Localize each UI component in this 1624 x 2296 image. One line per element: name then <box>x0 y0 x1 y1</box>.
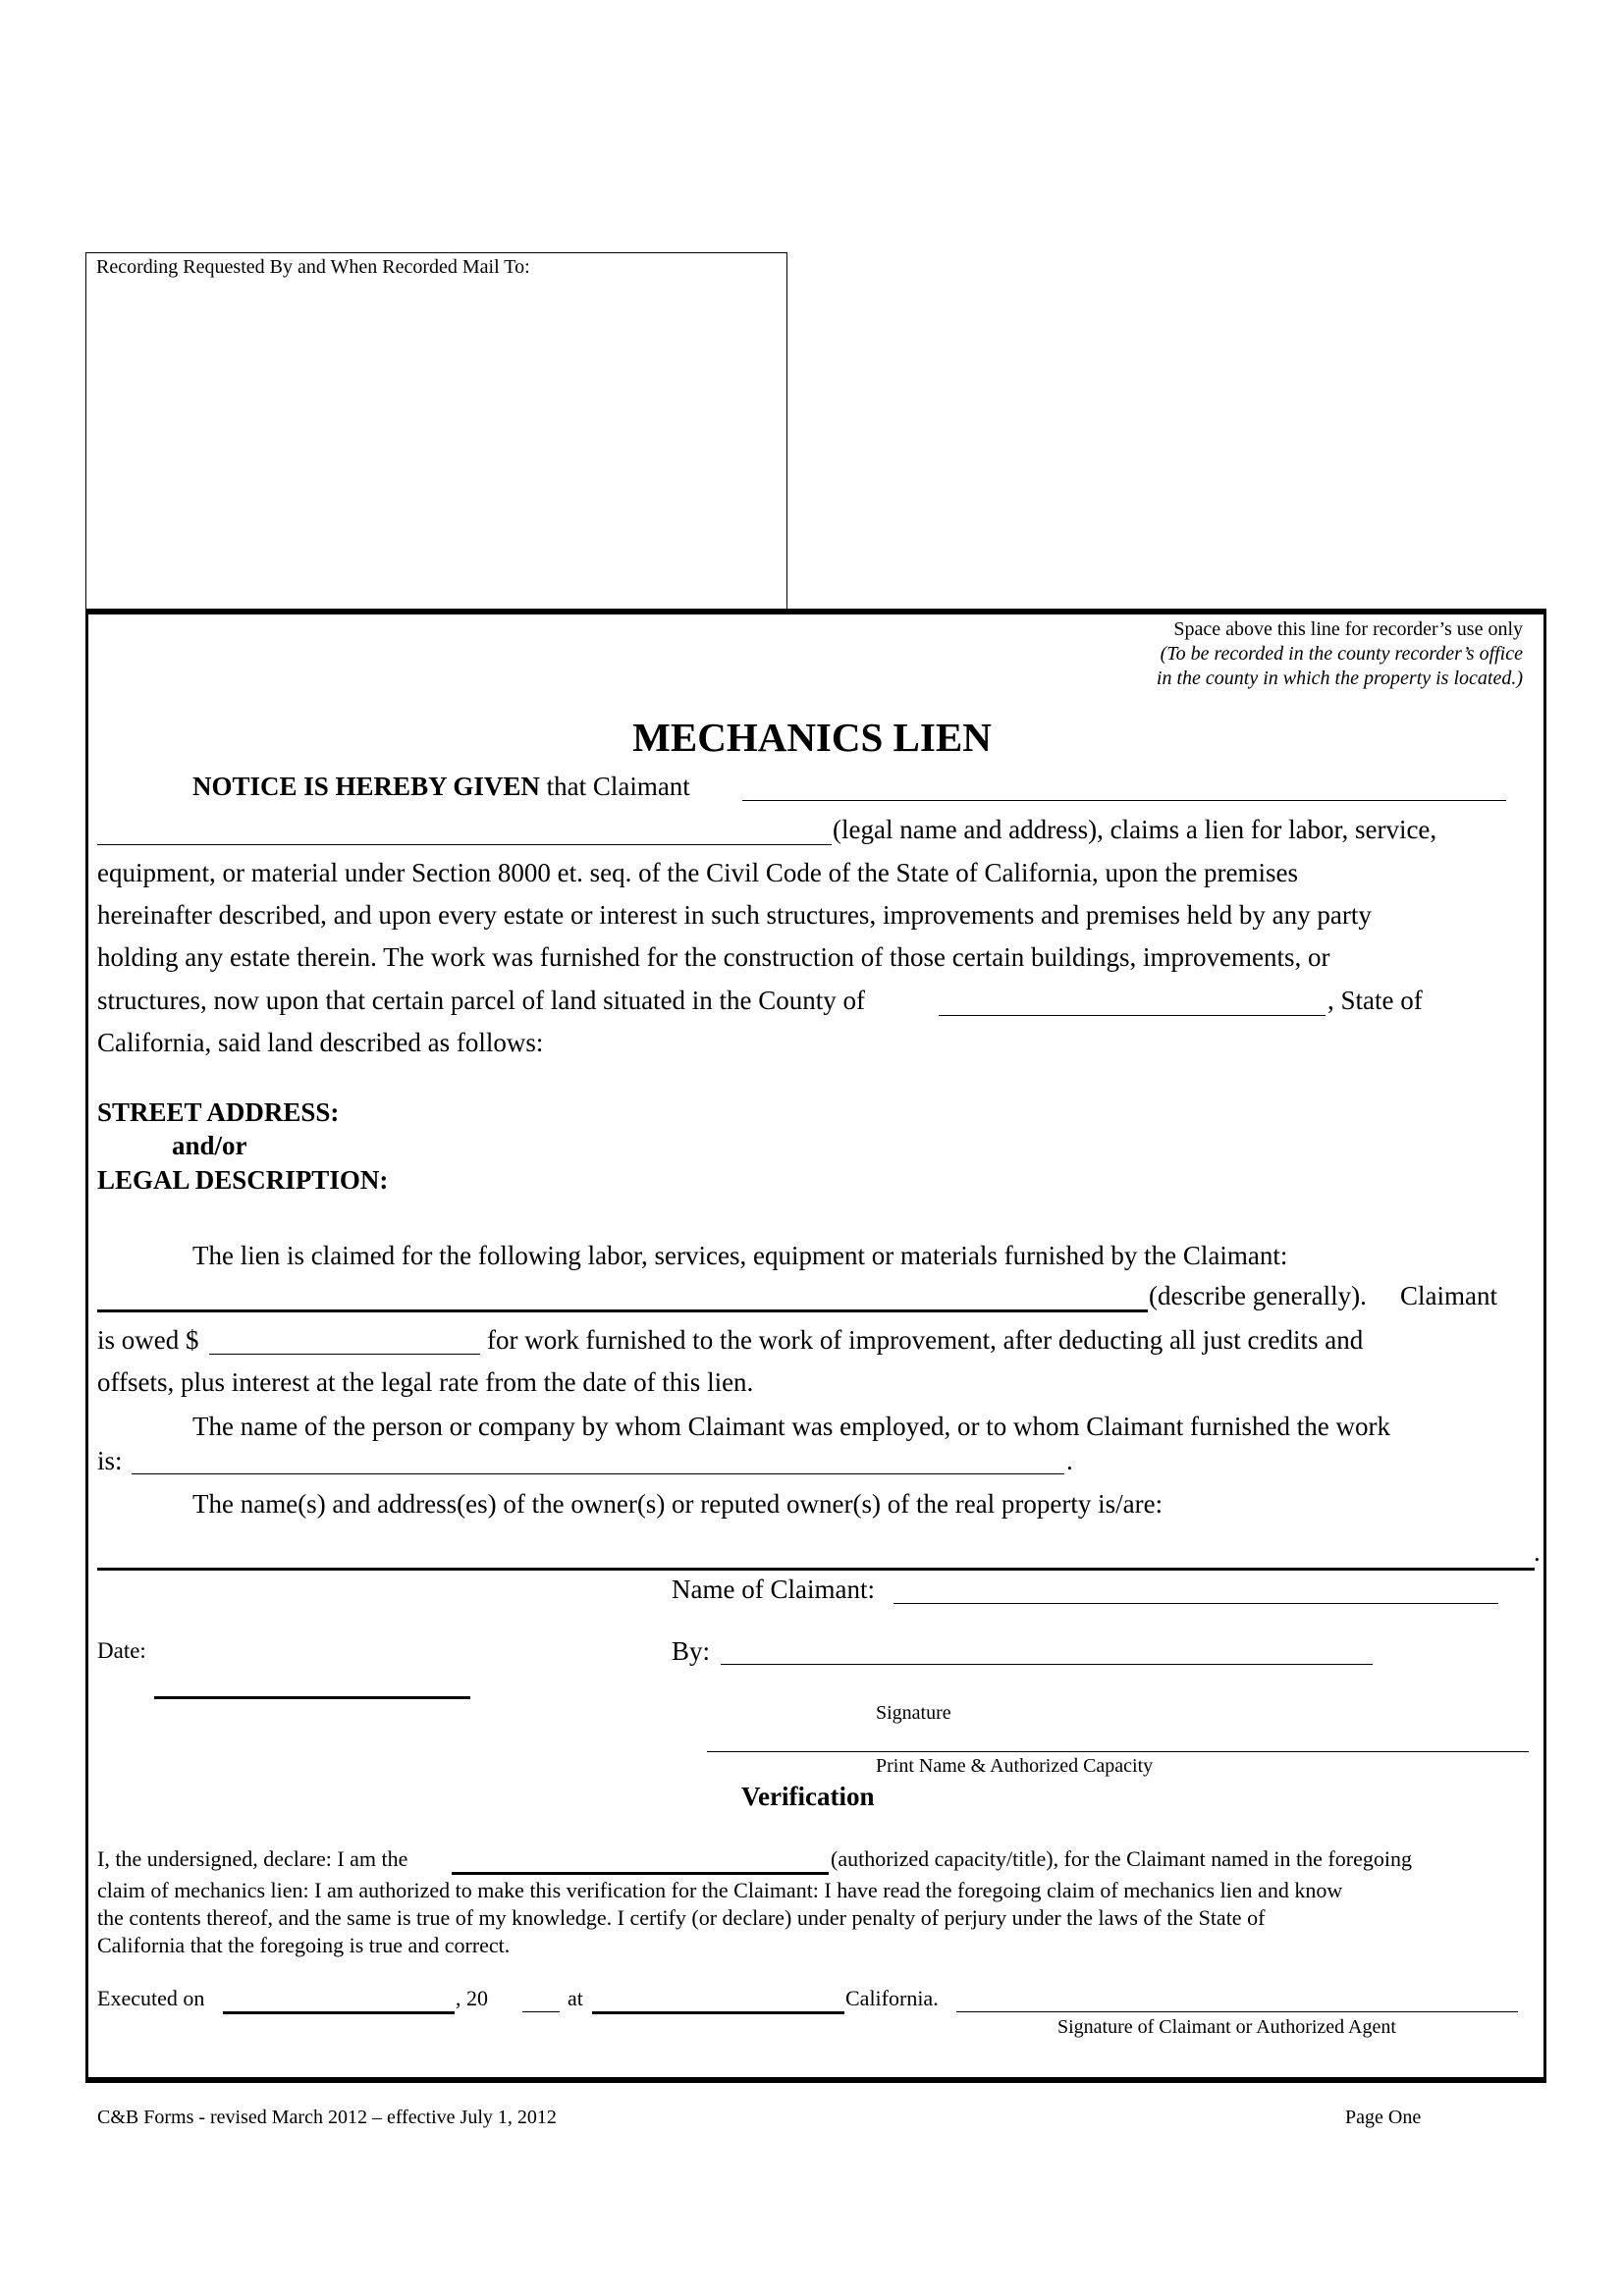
at-label: at <box>568 1986 583 2010</box>
executed-date-line[interactable] <box>223 2011 455 2014</box>
claimant-signature-line[interactable] <box>956 2011 1518 2012</box>
amount-owed-line[interactable] <box>209 1354 480 1355</box>
describe-text: (describe generally). <box>1149 1281 1367 1310</box>
and-or-label: and/or <box>172 1131 247 1160</box>
recorder-note-line1: Space above this line for recorder’s use only <box>1173 618 1523 640</box>
recorder-note-line3: in the county in which the property is located.) <box>1156 667 1523 689</box>
comma-20-label: , 20 <box>456 1986 488 2010</box>
notice-line2: (legal name and address), claims a lien for labor, service, <box>833 815 1437 844</box>
recorder-note-line2: (To be recorded in the county recorder’s office <box>1160 643 1523 665</box>
legal-description-label: LEGAL DESCRIPTION: <box>97 1165 389 1195</box>
claim-line1: The lien is claimed for the following labor, services, equipment or materials furnished by the Claimant: <box>192 1241 1288 1270</box>
offsets-line: offsets, plus interest at the legal rate from the date of this lien. <box>97 1367 754 1397</box>
date-label: Date: <box>97 1638 146 1663</box>
year-line[interactable] <box>522 2011 560 2012</box>
verification-line3: the contents thereof, and the same is true of my knowledge. I certify (or declare) under penalty of perjury under the laws of the State of <box>97 1905 1266 1930</box>
owed-rest: for work furnished to the work of improvement, after deducting all just credits and <box>487 1325 1364 1355</box>
notice-line3: equipment, or material under Section 8000 et. seq. of the Civil Code of the State of California, upon the premises <box>97 858 1298 887</box>
employer-end: . <box>1066 1446 1073 1475</box>
claimant-signature-caption: Signature of Claimant or Authorized Agent <box>1057 2016 1396 2038</box>
owners-line: The name(s) and address(es) of the owner(s) or reputed owner(s) of the real property is/are: <box>192 1489 1164 1519</box>
notice-line5: holding any estate therein. The work was furnished for the construction of those certain buildings, improvements, or <box>97 942 1330 972</box>
owners-name-line[interactable] <box>97 1568 1535 1571</box>
page-title: MECHANICS LIEN <box>632 715 992 760</box>
notice-line4: hereinafter described, and upon every estate or interest in such structures, improvements and premises held by any party <box>97 900 1372 930</box>
authorized-capacity-line[interactable] <box>452 1872 829 1875</box>
county-line[interactable] <box>939 1015 1326 1016</box>
describe-line[interactable] <box>97 1309 1148 1312</box>
describe-label <box>1149 1281 1367 1311</box>
recording-box <box>85 252 787 610</box>
owners-end: . <box>1534 1537 1541 1567</box>
street-address-label: STREET ADDRESS: <box>97 1097 340 1127</box>
print-name-line[interactable] <box>707 1751 1529 1752</box>
verification-line1b: (authorized capacity/title), for the Claimant named in the foregoing <box>831 1846 1412 1871</box>
name-of-claimant-line[interactable] <box>893 1603 1498 1604</box>
employer-name-line[interactable] <box>132 1473 1064 1474</box>
verification-line1a: I, the undersigned, declare: I am the <box>97 1846 408 1871</box>
verification-heading: Verification <box>741 1782 875 1811</box>
california-label: California. <box>845 1986 939 2010</box>
claimant-name-line[interactable] <box>742 800 1506 801</box>
notice-line6b: , State of <box>1327 986 1423 1015</box>
notice-lead-rest: that Claimant <box>546 772 690 801</box>
verification-line4: California that the foregoing is true and correct. <box>97 1933 511 1957</box>
by-signature-line[interactable] <box>721 1664 1373 1665</box>
owed-label: is owed $ <box>97 1325 199 1355</box>
recording-box-label: Recording Requested By and When Recorded Mail To: <box>96 256 530 278</box>
claimant-word: Claimant <box>1400 1281 1497 1310</box>
name-of-claimant-label: Name of Claimant: <box>672 1575 875 1604</box>
claimant-address-line[interactable] <box>97 844 832 845</box>
employer-line-b: is: <box>97 1446 123 1475</box>
footer-page-number: Page One <box>1345 2107 1422 2128</box>
notice-lead <box>192 772 690 802</box>
verification-line2: claim of mechanics lien: I am authorized to make this verification for the Claimant: I have read the foregoing claim of mechanics lien and know <box>97 1878 1343 1902</box>
employer-line-a: The name of the person or company by whom Claimant was employed, or to whom Claimant furnished the work <box>192 1412 1390 1441</box>
print-name-caption: Print Name & Authorized Capacity <box>876 1755 1154 1777</box>
notice-line6a: structures, now upon that certain parcel of land situated in the County of <box>97 986 866 1015</box>
notice-lead-bold: NOTICE IS HEREBY GIVEN <box>192 772 540 801</box>
date-line[interactable] <box>154 1696 470 1699</box>
footer-left: C&B Forms - revised March 2012 – effective July 1, 2012 <box>97 2107 557 2128</box>
signature-caption: Signature <box>876 1702 951 1724</box>
executed-on-label: Executed on <box>97 1986 205 2010</box>
by-label: By: <box>672 1636 711 1666</box>
executed-place-line[interactable] <box>592 2011 844 2014</box>
notice-line7: California, said land described as follows: <box>97 1028 544 1057</box>
